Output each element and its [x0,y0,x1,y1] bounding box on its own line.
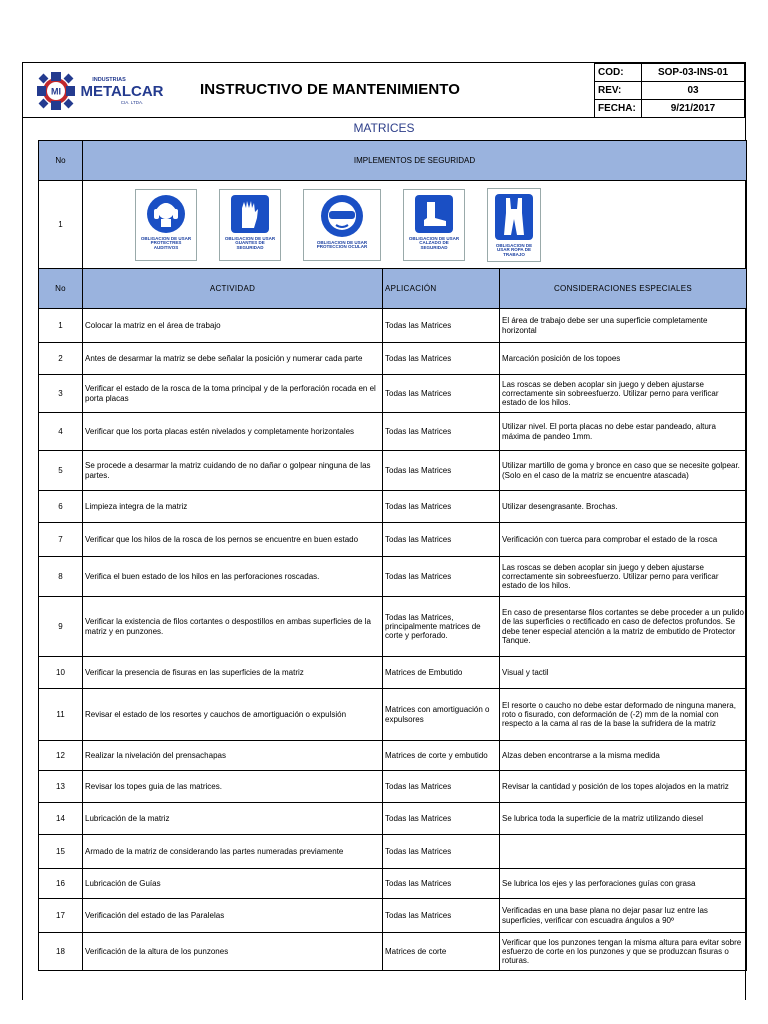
col-header-aplicacion: APLICACIÓN [383,269,500,309]
sign-gloves [219,189,281,261]
row-consideraciones: Utilizar desengrasante. Brochas. [500,491,747,523]
row-no: 6 [39,491,83,523]
row-actividad: Verificar que los porta placas estén nivelados y completamente horizontales [83,413,383,451]
row-consideraciones: Revisar la cantidad y posición de los topes alojados en la matriz [500,771,747,803]
ear-protection-icon [146,194,186,234]
row-no: 14 [39,803,83,835]
col-header-actividad: ACTIVIDAD [83,269,383,309]
row-aplicacion: Todas las Matrices [383,343,500,375]
row-aplicacion: Matrices con amortiguación o expulsores [383,689,500,741]
row-actividad: Verificar que los hilos de la rosca de los pernos se encuentre en buen estado [83,523,383,557]
row-aplicacion: Todas las Matrices, principalmente matrices de corte y perforado. [383,597,500,657]
safety-header-row [39,141,747,181]
row-consideraciones: Se lubrica toda la superficie de la matriz utilizando diesel [500,803,747,835]
row-actividad: Armado de la matriz de considerando las partes numeradas previamente [83,835,383,869]
row-consideraciones: Las roscas se deben acoplar sin juego y deben ajustarse correctamente sin sobreesfuerzo. Utilizar perno para verificar estado de los hilos. [500,375,747,413]
fecha-value: 9/21/2017 [642,100,745,118]
table-row [39,835,747,869]
row-actividad: Verificación del estado de las Paralelas [83,899,383,933]
col-header-no: No [39,269,83,309]
document-title: INSTRUCTIVO DE MANTENIMIENTO [200,81,461,98]
safety-signs-cell [83,181,747,269]
svg-text:INDUSTRIAS: INDUSTRIAS [92,77,126,83]
row-actividad: Revisar el estado de los resortes y cauchos de amortiguación o expulsión [83,689,383,741]
row-actividad: Revisar los topes guia de las matrices. [83,771,383,803]
row-aplicacion: Matrices de corte [383,933,500,971]
rev-label: REV: [595,82,642,100]
safety-row [39,181,747,269]
row-no: 16 [39,869,83,899]
row-aplicacion: Todas las Matrices [383,557,500,597]
row-no: 4 [39,413,83,451]
row-no: 18 [39,933,83,971]
row-consideraciones: Verificar que los punzones tengan la misma altura para evitar sobre esfuerzo de corte en los punzones y que se produzcan fisuras o roturas. [500,933,747,971]
row-consideraciones: Marcación posición de los topoes [500,343,747,375]
row-no: 7 [39,523,83,557]
table-row [39,689,747,741]
row-consideraciones: Alzas deben encontrarse a la misma medida [500,741,747,771]
safety-boots-icon [414,194,454,234]
row-consideraciones: En caso de presentarse filos cortantes se debe proceder a un pulido de las superficies o rectificado en caso de defectos profundos. Se debe tener especial atención a la matriz de embutido de Protector Tanque. [500,597,747,657]
table-row [39,375,747,413]
table-row [39,309,747,343]
row-consideraciones: Visual y tactil [500,657,747,689]
cod-value: SOP-03-INS-01 [642,64,745,82]
row-consideraciones: Las roscas se deben acoplar sin juego y deben ajustarse correctamente sin sobreesfuerzo. Utilizar perno para verificar estado de los hilos. [500,557,747,597]
row-no: 5 [39,451,83,491]
row-consideraciones: Verificadas en una base plana no dejar pasar luz entre las superficies, verificar con escuadra ángulos a 90º [500,899,747,933]
row-aplicacion: Matrices de Embutido [383,657,500,689]
row-aplicacion: Todas las Matrices [383,869,500,899]
sign-eye-protection [303,189,381,261]
row-no: 9 [39,597,83,657]
sign-ear-protection [135,189,197,261]
table-row [39,803,747,835]
row-aplicacion: Todas las Matrices [383,771,500,803]
safety-no-header: No [39,141,83,181]
row-no: 2 [39,343,83,375]
col-header-consideraciones: CONSIDERACIONES ESPECIALES [500,269,747,309]
activities-body [39,309,747,971]
eye-protection-icon [320,194,364,238]
rev-value: 03 [642,82,745,100]
row-aplicacion: Todas las Matrices [383,413,500,451]
row-actividad: Limpieza integra de la matriz [83,491,383,523]
row-aplicacion: Todas las Matrices [383,375,500,413]
cod-label: COD: [595,64,642,82]
row-no: 11 [39,689,83,741]
row-aplicacion: Todas las Matrices [383,803,500,835]
row-actividad: Se procede a desarmar la matriz cuidando de no dañar o golpear ninguna de las partes. [83,451,383,491]
table-row [39,343,747,375]
sign-caption: OBLIGACION DE USAR PROTECCION OCULAR [316,239,368,250]
row-no: 15 [39,835,83,869]
row-consideraciones: Utilizar nivel. El porta placas no debe estar pandeado, altura máxima de pandeo 1mm. [500,413,747,451]
table-row [39,657,747,689]
sign-work-clothes [487,188,541,262]
table-row [39,523,747,557]
row-actividad: Lubricación de Guías [83,869,383,899]
table-row [39,597,747,657]
row-no: 17 [39,899,83,933]
row-aplicacion: Matrices de corte y embutido [383,741,500,771]
svg-text:CIA. LTDA.: CIA. LTDA. [120,100,144,105]
company-logo [34,69,174,113]
fecha-label: FECHA: [595,100,642,118]
safety-row-no: 1 [39,181,83,269]
sign-caption: OBLIGACION DE USAR GUANTES DE SEGURIDAD [224,235,276,251]
row-aplicacion: Todas las Matrices [383,899,500,933]
row-aplicacion: Todas las Matrices [383,451,500,491]
sign-safety-boots [403,189,465,261]
row-no: 12 [39,741,83,771]
table-row [39,557,747,597]
sign-caption: OBLIGACION DE USAR CALZADO DE SEGURIDAD [408,235,460,251]
row-actividad: Lubricación de la matriz [83,803,383,835]
table-row [39,413,747,451]
row-consideraciones: Utilizar martillo de goma y bronce en caso que se necesite golpear.(Solo en el caso de la matriz se encuentre atascada) [500,451,747,491]
row-actividad: Verificar el estado de la rosca de la toma principal y de la perforación rocada en el porta placas [83,375,383,413]
activities-header-row [39,269,747,309]
table-row [39,451,747,491]
svg-text:METALCAR: METALCAR [80,83,164,100]
sign-caption: OBLIGACION DE USAR PROTECTRES AUDITIVOS [140,235,192,251]
document-meta-table [594,63,745,118]
document-header [22,62,746,118]
row-aplicacion: Todas las Matrices [383,491,500,523]
row-consideraciones: Se lubrica los ejes y las perforaciones guías con grasa [500,869,747,899]
row-no: 1 [39,309,83,343]
row-consideraciones: Verificación con tuerca para comprobar el estado de la rosca [500,523,747,557]
row-actividad: Realizar la nivelación del prensachapas [83,741,383,771]
section-title: MATRICES [353,121,415,135]
table-row [39,771,747,803]
row-aplicacion: Todas las Matrices [383,523,500,557]
sign-caption: OBLIGACION DE USAR ROPA DE TRABAJO [495,242,533,258]
table-row [39,933,747,971]
work-clothes-icon [494,193,534,241]
activities-table [38,268,747,971]
table-row [39,899,747,933]
table-row [39,869,747,899]
safety-table [38,140,747,269]
row-aplicacion: Todas las Matrices [383,309,500,343]
row-aplicacion: Todas las Matrices [383,835,500,869]
row-no: 10 [39,657,83,689]
table-row [39,491,747,523]
safety-signs [85,188,744,262]
row-actividad: Colocar la matriz en el área de trabajo [83,309,383,343]
row-no: 8 [39,557,83,597]
svg-text:MI: MI [51,86,61,97]
row-actividad: Verificación de la altura de los punzones [83,933,383,971]
row-no: 3 [39,375,83,413]
row-consideraciones: El resorte o caucho no debe estar deformado de ninguna manera, roto o fisurado, con deformación de (-2) mm de la nomial con respecto a la cama al ras de la base la sufridera de la matriz [500,689,747,741]
row-actividad: Antes de desarmar la matriz se debe señalar la posición y numerar cada parte [83,343,383,375]
safety-header: IMPLEMENTOS DE SEGURIDAD [83,141,747,181]
table-row [39,741,747,771]
row-actividad: Verifica el buen estado de los hilos en las perforaciones roscadas. [83,557,383,597]
gloves-icon [230,194,270,234]
row-consideraciones [500,835,747,869]
row-no: 13 [39,771,83,803]
row-consideraciones: El área de trabajo debe ser una superficie completamente horizontal [500,309,747,343]
row-actividad: Verificar la existencia de filos cortantes o despostillos en ambas superficies de la matriz y en punzones. [83,597,383,657]
row-actividad: Verificar la presencia de fisuras en las superficies de la matriz [83,657,383,689]
